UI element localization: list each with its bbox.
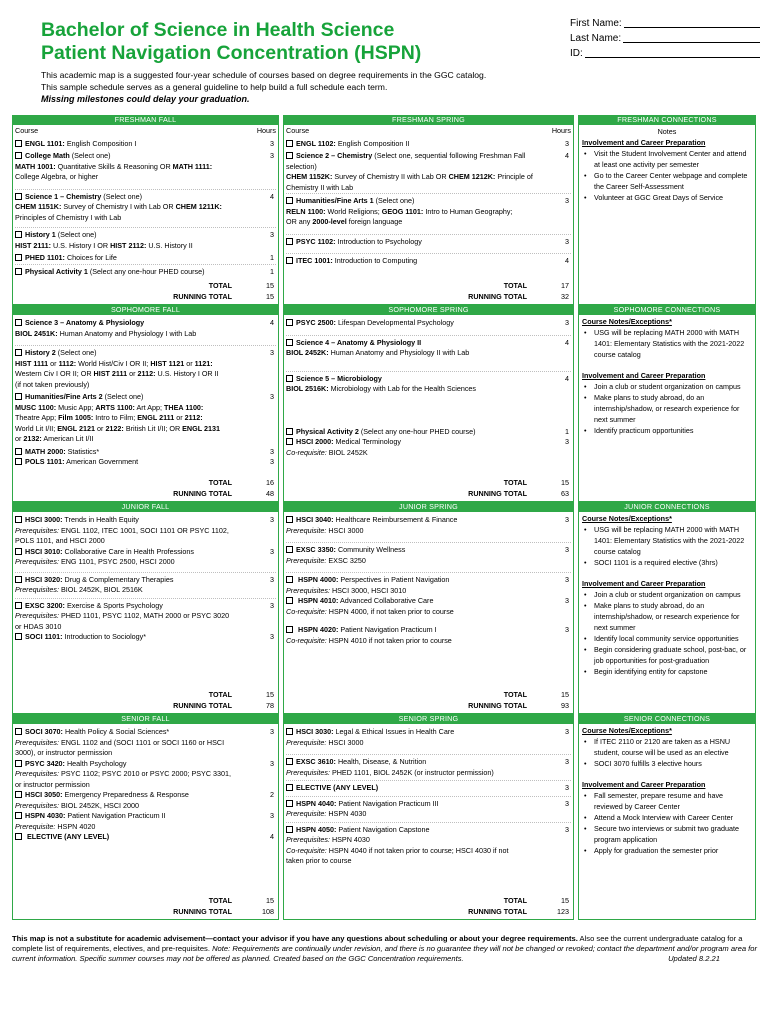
checkbox[interactable] [286,438,293,445]
checkbox[interactable] [286,597,293,604]
checkbox[interactable] [286,257,293,264]
course-row[interactable]: ENGL 1102: English Composition II 3 [286,137,571,150]
freshman-connections [578,115,756,305]
conn-item: • Join a club or student organization on campus [582,381,752,392]
course-row[interactable]: Humanities/Fine Arts 1 (Select one) RELN 1100: World Religions; GEOG 1101: Intro to Human Geography; OR any 2000-level foreign language 3 [286,193,571,228]
junior-section [12,502,756,714]
course-row[interactable]: ITEC 1001: Introduction to Computing 4 [286,253,571,267]
intro-text [41,69,561,105]
junior-connections [578,502,756,714]
checkbox[interactable] [286,784,293,791]
intro-warning: Missing milestones could delay your graduation. [41,94,250,104]
course-row[interactable]: Science 5 – Microbiology BIOL 2516K: Microbiology with Lab for the Health Sciences 4 [286,371,571,395]
senior-spring [283,714,574,920]
checkbox[interactable] [286,728,293,735]
note-item: • SOCI 1101 is a required elective (3hrs) [582,557,752,568]
course-row[interactable]: PSYC 3420: Health Psychology Prerequisites: PSYC 1102; PSYC 2010 or PSYC 2000; PSYC 3301, or instructor permission 3 [15,758,274,789]
course-row[interactable]: HSPN 4010: Advanced Collaborative Care Co-requisite: HSPN 4000, if not taken prior to course 3 [286,596,569,616]
conn-item: • Secure two interviews or submit two graduate program application [582,823,752,845]
course-row[interactable]: History 1 (Select one) HIST 2111: U.S. History I OR HIST 2112: U.S. History II 3 [15,227,276,251]
junior-fall [12,502,279,714]
course-row[interactable]: HSCI 3010: Collaborative Care in Health Professions Prerequisites: ENG 1101, PSYC 2500, HSCI 2000 3 [15,546,274,566]
conn-title: Involvement and Career Preparation [582,371,706,380]
conn-title: Involvement and Career Preparation [582,780,706,789]
note-item: • SOCI 3070 fulfills 3 elective hours [582,758,752,769]
junior-fall-totals: TOTAL 15 RUNNING TOTAL 78 [173,690,274,710]
freshman-spring-totals: TOTAL 17 RUNNING TOTAL 32 [468,281,569,301]
junior-spring-header: JUNIOR SPRING [284,502,573,512]
junior-connections-header: JUNIOR CONNECTIONS [579,502,755,512]
freshman-fall [12,115,279,305]
conn-item: • Fall semester, prepare resume and have reviewed by Career Center [582,790,752,812]
freshman-connections-header: FRESHMAN CONNECTIONS [579,115,755,125]
conn-item: • Make plans to study abroad, do an internship/shadow, or research experience for next summer [582,600,752,633]
course-row[interactable]: Physical Activity 2 (Select any one-hour PHED course) 1 [286,425,571,438]
conn-item: • Volunteer at GGC Great Days of Service [582,192,752,203]
checkbox[interactable] [15,633,22,640]
conn-item: • Begin identifying entity for capstone [582,666,752,677]
course-row[interactable]: HSCI 3030: Legal & Ethical Issues in Health Care Prerequisite: HSCI 3000 3 [286,727,569,747]
checkbox[interactable] [286,546,293,553]
course-row[interactable]: PSYC 2500: Lifespan Developmental Psychology 3 [286,316,571,329]
footer-text: Also see the current undergraduate catalog for a complete list of requirements, electives, and pre-requisites. [12,934,743,953]
course-row[interactable]: Science 4 – Anatomy & Physiology II BIOL 2452K: Human Anatomy and Physiology II with Lab 4 [286,335,571,359]
checkbox[interactable] [15,576,22,583]
course-col-header: Course [15,126,39,135]
checkbox[interactable] [15,458,22,465]
checkbox[interactable] [15,548,22,555]
last-name-label: Last Name: [570,33,622,44]
freshman-spring: FRESHMAN SPRING Course Hours ENGL 1102: English Composition II 3 Science 2 – Chemistry (Select one, sequential following Freshman Fall selection) CHEM 1152K: Survey of Chemistry II with Lab OR CHEM 1212K: Principle of Chemistry II with Lab 4 Humanities/Fine Arts 1 (Select one) RELN 1100: World Religions; GEOG 1101: Intro to Human Geography; OR any 2000-level foreign language 3 PSYC 1102: Introduction to Psychology 3 ITEC 1001: Introduction to Computing 4 TOTAL 17 RUNNING TOTAL 32 [283,115,574,305]
title-line-1: Bachelor of Science in Health Science [41,19,395,41]
conn-item: • Attend a Mock Interview with Career Center [582,812,752,823]
course-row[interactable]: Physical Activity 1 (Select any one-hour PHED course) 1 [15,264,276,278]
checkbox[interactable] [15,268,22,275]
checkbox[interactable] [286,576,293,583]
checkbox[interactable] [15,152,22,159]
sophomore-fall [12,305,279,502]
checkbox[interactable] [286,152,293,159]
sophomore-connections-header: SOPHOMORE CONNECTIONS [579,305,755,315]
checkbox[interactable] [286,626,293,633]
sophomore-section [12,305,756,502]
course-row[interactable]: HSCI 3000: Trends in Health Equity Prerequisites: ENGL 1102, ITEC 1001, SOCI 1101 OR PSYC 1102, POLS 1101, and HSCI 2000 3 [15,515,274,545]
title-line-2: Patient Navigation Concentration (HSPN) [41,42,422,64]
checkbox[interactable] [286,238,293,245]
checkbox[interactable] [15,728,22,735]
checkbox[interactable] [15,448,22,455]
checkbox[interactable] [15,231,22,238]
footer-disclaimer [12,934,760,964]
id-label: ID: [570,48,583,59]
checkbox[interactable] [15,791,22,798]
checkbox[interactable] [15,193,22,200]
senior-section [12,714,756,920]
checkbox[interactable] [286,197,293,204]
course-row[interactable]: HSPN 4000: Perspectives in Patient Navigation Prerequisites: HSCI 3000, HSCI 3010 3 [286,572,571,596]
conn-item: • Visit the Student Involvement Center and attend at least one activity per semester [582,148,752,170]
course-row[interactable]: Science 2 – Chemistry (Select one, sequential following Freshman Fall selection) CHEM 1152K: Survey of Chemistry II with Lab OR CHEM 1212K: Principle of Chemistry II with Lab 4 [286,151,569,192]
checkbox[interactable] [15,319,22,326]
freshman-fall-header: FRESHMAN FALL [13,115,278,125]
notes-header: Notes [657,127,677,136]
checkbox[interactable] [286,800,293,807]
academic-map-grid [12,115,756,920]
course-row[interactable]: PSYC 1102: Introduction to Psychology 3 [286,234,571,248]
checkbox[interactable] [15,833,22,840]
checkbox[interactable] [15,254,22,261]
checkbox[interactable] [15,393,22,400]
senior-spring-header: SENIOR SPRING [284,714,573,724]
conn-item: • Join a club or student organization on campus [582,589,752,600]
freshman-spring-header: FRESHMAN SPRING [284,115,573,125]
course-row[interactable]: HSCI 3050: Emergency Preparedness & Response Prerequisites: BIOL 2452K, HSCI 2000 2 [15,790,274,810]
conn-title: Involvement and Career Preparation [582,138,706,147]
course-row[interactable]: ELECTIVE (ANY LEVEL) 4 [15,832,276,843]
id-field[interactable] [585,46,760,58]
checkbox[interactable] [15,602,22,609]
course-row[interactable]: History 2 (Select one) HIST 1111 or 1112: World Hist/Civ I OR II; HIST 1121 or 1121: Western Civ I OR II; OR HIST 2111 or 2112: U.S. History I OR II (if not taken previously) 3 [15,345,276,390]
first-name-field[interactable] [624,16,760,28]
checkbox[interactable] [15,516,22,523]
checkbox[interactable] [286,375,293,382]
notes-title: Course Notes/Exceptions* [582,317,672,326]
senior-fall-header: SENIOR FALL [13,714,278,724]
conn-item: • Identify practicum opportunities [582,425,752,436]
checkbox[interactable] [286,826,293,833]
course-row[interactable]: HSCI 3040: Healthcare Reimbursement & Finance Prerequisite: HSCI 3000 3 [286,515,569,535]
student-id-block [570,16,760,61]
conn-item: • Begin considering graduate school, post-bac, or job opportunities for post-graduation [582,644,752,666]
course-row[interactable]: EXSC 3200: Exercise & Sports Psychology Prerequisites: PHED 1101, PSYC 1102, MATH 2000 or PSYC 3020 or HDAS 3010 3 [15,598,276,633]
junior-spring [283,502,574,714]
course-row[interactable]: PHED 1101: Choices for Life 1 [15,251,276,264]
conn-item: • Apply for graduation the semester prior [582,845,752,856]
sophomore-spring-totals: TOTAL 15 RUNNING TOTAL 63 [468,478,569,498]
page-title [41,19,561,65]
course-row[interactable]: MATH 2000: Statistics* 3 [15,445,276,458]
course-row[interactable]: HSPN 4040: Patient Navigation Practicum III Prerequisite: HSPN 4030 3 [286,796,571,820]
course-row[interactable]: HSCI 2000: Medical Terminology Co-requisite: BIOL 2452K 3 [286,437,569,457]
note-item: • If ITEC 2110 or 2120 are taken as a HSNU student, course will be used as an elective [582,736,752,758]
sophomore-connections [578,305,756,502]
checkbox[interactable] [286,339,293,346]
course-row[interactable]: SOCI 3070: Health Policy & Social Sciences* Prerequisites: ENGL 1102 and (SOCI 1101 or SOCI 1160 or HSCI 3000), or instructor permission 3 [15,727,274,757]
last-name-field[interactable] [623,31,760,43]
intro-line-1: This academic map is a suggested four-year schedule of courses based on degree requirements in the GGC catalog. [41,70,487,80]
note-item: • USG will be replacing MATH 2000 with MATH 1401: Elementary Statistics with the 2021-2022 course catalog [582,327,752,360]
conn-item: • Identify local community service opportunities [582,633,752,644]
senior-fall [12,714,279,920]
notes-title: Course Notes/Exceptions* [582,726,672,735]
course-row[interactable]: HSCI 3020: Drug & Complementary Therapies Prerequisites: BIOL 2452K, BIOL 2516K 3 [15,572,276,596]
course-row[interactable]: HSPN 4020: Patient Navigation Practicum I Co-requisite: HSPN 4010 if not taken prior to course 3 [286,625,569,645]
checkbox[interactable] [15,140,22,147]
freshman-fall-totals: TOTAL 15 RUNNING TOTAL 15 [173,281,274,301]
junior-fall-header: JUNIOR FALL [13,502,278,512]
checkbox[interactable] [286,516,293,523]
sophomore-fall-header: SOPHOMORE FALL [13,305,278,315]
checkbox[interactable] [15,760,22,767]
course-row[interactable]: HSPN 4050: Patient Navigation Capstone Prerequisites: HSPN 4030 Co-requisite: HSPN 4040 if not taken prior to course; HSCI 4030 if not taken prior to course 3 [286,822,571,867]
note-item: • USG will be replacing MATH 2000 with MATH 1401: Elementary Statistics with the 2021-2022 course catalog [582,524,752,557]
sophomore-fall-totals: TOTAL 16 RUNNING TOTAL 48 [173,478,274,498]
checkbox[interactable] [15,812,22,819]
freshman-section [12,115,756,305]
conn-title: Involvement and Career Preparation [582,579,706,588]
conn-item: • Make plans to study abroad, do an internship/shadow, or research experience for next summer [582,392,752,425]
updated-date: Updated 8.2.21 [668,954,720,963]
intro-line-2: This sample schedule serves as a general guideline to help build a full schedule each term. [41,82,388,92]
conn-item: • Go to the Career Center webpage and complete the Career Self-Assessment [582,170,752,192]
first-name-label: First Name: [570,18,622,29]
course-row[interactable]: EXSC 3610: Health, Disease, & Nutrition Prerequisites: PHED 1101, BIOL 2452K (or instructor permission) 3 [286,754,571,778]
senior-spring-totals: TOTAL 15 RUNNING TOTAL 123 [468,896,569,916]
checkbox[interactable] [286,428,293,435]
checkbox[interactable] [286,319,293,326]
course-row[interactable]: Science 1 – Chemistry (Select one) CHEM 1151K: Survey of Chemistry I with Lab OR CHEM 1211K: Principles of Chemistry I with Lab 4 [15,189,276,224]
course-row[interactable]: HSPN 4030: Patient Navigation Practicum II Prerequisite: HSPN 4020 3 [15,811,274,831]
senior-fall-totals: TOTAL 15 RUNNING TOTAL 108 [173,896,274,916]
course-row[interactable]: College Math (Select one) MATH 1001: Quantitative Skills & Reasoning OR MATH 1111: College Algebra, or higher 3 [15,151,274,181]
course-row[interactable]: ENGL 1101: English Composition I 3 [15,137,276,150]
course-row[interactable]: POLS 1101: American Government 3 [15,457,276,468]
checkbox[interactable] [286,758,293,765]
checkbox[interactable] [15,349,22,356]
footer-bold: This map is not a substitute for academic advisement—contact your advisor if you have any questions about scheduling or about your degree requirements. [12,934,578,943]
course-row[interactable]: Humanities/Fine Arts 2 (Select one) MUSC 1100: Music App; ARTS 1100: Art App; THEA 1100: Theatre App; Film 1005: Intro to Film; ENGL 2111 or 2112: World Lit I/II; ENGL 2121 or 2122: British Lit I/II; OR ENGL 2131 or 2132: American Lit I/II 3 [15,392,274,443]
sophomore-spring-header: SOPHOMORE SPRING [284,305,573,315]
course-row[interactable]: ELECTIVE (ANY LEVEL) 3 [286,780,571,794]
hours-col-header: Hours [256,126,276,135]
senior-connections [578,714,756,920]
sophomore-spring [283,305,574,502]
course-row[interactable]: SOCI 1101: Introduction to Sociology* 3 [15,632,276,643]
footer-italic: Note: Requirements are continually under revision, and there is no guarantee they will not be changed or revoked; contact the department and/or program area for current information. Specific summer courses may not be offered as planned. Created based on the GGC Concentration requirements. [12,944,758,963]
notes-title: Course Notes/Exceptions* [582,514,672,523]
junior-spring-totals: TOTAL 15 RUNNING TOTAL 93 [468,690,569,710]
course-row[interactable]: EXSC 3350: Community Wellness Prerequisite: EXSC 3250 3 [286,542,571,566]
course-row[interactable]: Science 3 – Anatomy & Physiology BIOL 2451K: Human Anatomy and Physiology I with Lab 4 [15,318,274,338]
checkbox[interactable] [286,140,293,147]
senior-connections-header: SENIOR CONNECTIONS [579,714,755,724]
